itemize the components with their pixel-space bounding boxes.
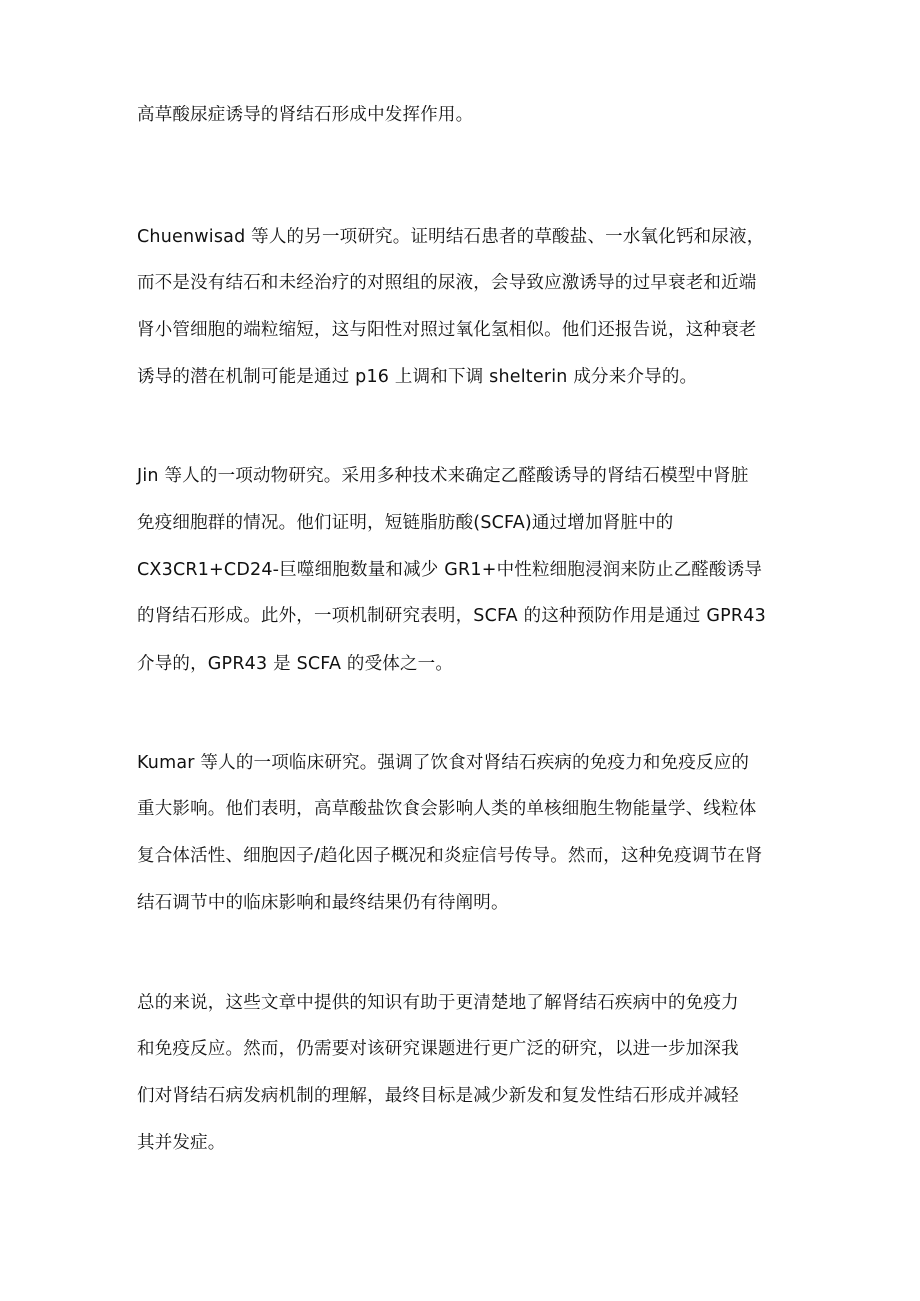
paragraph-4-line-1: Kumar 等人的一项临床研究。强调了饮食对肾结石疾病的免疫力和免疫反应的	[137, 753, 750, 773]
paragraph-4-line-4: 结石调节中的临床影响和最终结果仍有待阐明。	[137, 893, 509, 913]
paragraph-4-line-2: 重大影响。他们表明，高草酸盐饮食会影响人类的单核细胞生物能量学、线粒体	[137, 799, 757, 819]
paragraph-3-line-5: 介导的，GPR43 是 SCFA 的受体之一。	[137, 654, 454, 674]
paragraph-2-line-3: 肾小管细胞的端粒缩短，这与阳性对照过氧化氢相似。他们还报告说，这种衰老	[137, 320, 757, 340]
paragraph-3-line-3: CX3CR1+CD24-巨噬细胞数量和减少 GR1+中性粒细胞浸润来防止乙醛酸诱导	[137, 560, 763, 580]
paragraph-1-line-1: 高草酸尿症诱导的肾结石形成中发挥作用。	[137, 105, 474, 125]
paragraph-3-line-4: 的肾结石形成。此外，一项机制研究表明，SCFA 的这种预防作用是通过 GPR43	[137, 606, 766, 626]
paragraph-5-line-1: 总的来说，这些文章中提供的知识有助于更清楚地了解肾结石疾病中的免疫力	[137, 993, 739, 1013]
paragraph-2-line-2: 而不是没有结石和未经治疗的对照组的尿液，会导致应激诱导的过早衰老和近端	[137, 273, 757, 293]
paragraph-2-line-1: Chuenwisad 等人的另一项研究。证明结石患者的草酸盐、一水氧化钙和尿液，	[137, 227, 765, 247]
paragraph-4-line-3: 复合体活性、细胞因子/趋化因子概况和炎症信号传导。然而，这种免疫调节在肾	[137, 846, 763, 866]
paragraph-2-line-4: 诱导的潜在机制可能是通过 p16 上调和下调 shelterin 成分来介导的。	[137, 367, 698, 387]
paragraph-3-line-1: Jin 等人的一项动物研究。采用多种技术来确定乙醛酸诱导的肾结石模型中肾脏	[137, 466, 749, 486]
paragraph-3-line-2: 免疫细胞群的情况。他们证明，短链脂肪酸(SCFA)通过增加肾脏中的	[137, 513, 674, 533]
paragraph-5-line-3: 们对肾结石病发病机制的理解，最终目标是减少新发和复发性结石形成并减轻	[137, 1086, 739, 1106]
paragraph-5-line-4: 其并发症。	[137, 1133, 226, 1153]
paragraph-5-line-2: 和免疫反应。然而，仍需要对该研究课题进行更广泛的研究，以进一步加深我	[137, 1039, 739, 1059]
